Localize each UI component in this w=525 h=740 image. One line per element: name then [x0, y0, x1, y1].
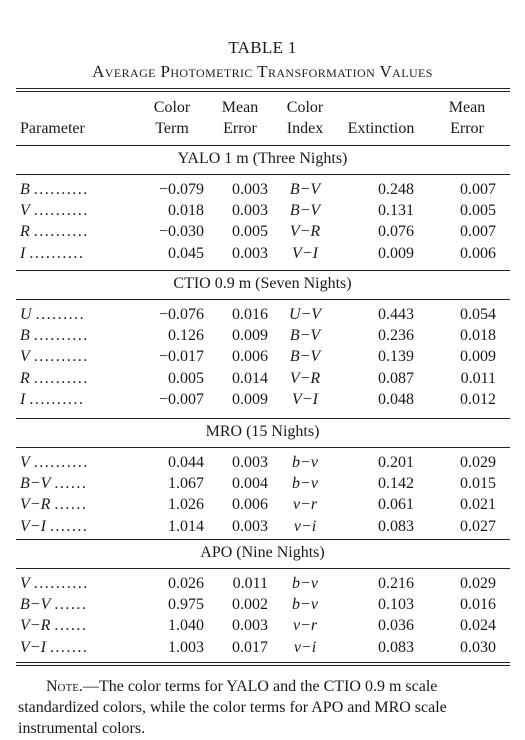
parameter-name: V	[20, 575, 30, 592]
cell-parameter	[20, 474, 87, 494]
cell-mean-error: 0.003	[232, 617, 268, 635]
cell-color-term: 1.040	[168, 617, 204, 635]
leader-dots: ......	[54, 496, 88, 514]
cell-parameter	[20, 305, 85, 325]
cell-parameter	[20, 347, 89, 367]
cell-mean-error-2: 0.011	[460, 369, 496, 387]
cell-mean-error-2: 0.024	[460, 617, 496, 635]
cell-color-index: v−i	[293, 638, 317, 656]
note-text: —The color terms for YALO and the CTIO 0.9 m scale standardized colors, while the color terms for APO and MRO scale instrumental colors.	[18, 678, 447, 737]
leader-dots: ..........	[33, 202, 89, 220]
cell-extinction: 0.216	[378, 575, 414, 592]
cell-color-index: b−v	[292, 596, 318, 614]
header-rule	[16, 145, 510, 146]
col-header-mean-error-4: Error	[450, 120, 484, 137]
section-rule	[16, 299, 510, 300]
cell-parameter	[20, 390, 84, 410]
leader-dots: .........	[35, 306, 86, 323]
cell-color-index: B−V	[289, 181, 321, 198]
section-end-rule	[16, 270, 510, 271]
section-title: MRO (15 Nights)	[205, 423, 320, 440]
leader-dots: ..........	[33, 348, 89, 366]
cell-parameter	[20, 180, 89, 200]
cell-color-term: −0.076	[158, 306, 204, 323]
cell-mean-error-2: 0.012	[460, 390, 496, 408]
parameter-name: V−I	[20, 517, 46, 535]
cell-mean-error: 0.014	[232, 369, 268, 387]
cell-mean-error: 0.011	[232, 575, 268, 592]
cell-color-index: B−V	[289, 202, 321, 220]
parameter-name: B−V	[20, 596, 51, 614]
cell-color-index: U−V	[288, 306, 322, 323]
cell-color-term: −0.079	[158, 181, 204, 198]
section-title: APO (Nine Nights)	[200, 544, 325, 561]
col-header-color-term-2: Term	[155, 120, 189, 137]
cell-parameter	[20, 638, 88, 658]
cell-extinction: 0.009	[378, 244, 414, 262]
section-end-rule	[16, 539, 510, 540]
leader-dots: ..........	[33, 369, 89, 387]
col-header-color-term-1: Color	[153, 99, 191, 116]
cell-extinction: 0.142	[378, 475, 414, 493]
cell-mean-error: 0.003	[232, 244, 268, 262]
cell-mean-error-2: 0.029	[460, 454, 496, 471]
top-rule-second	[16, 91, 510, 92]
leader-dots: ..........	[33, 575, 89, 592]
cell-parameter	[20, 453, 89, 473]
note-label: Note.	[46, 678, 83, 695]
parameter-name: I	[20, 244, 26, 262]
cell-color-index: b−v	[292, 475, 318, 493]
cell-color-term: 0.026	[168, 575, 204, 592]
cell-parameter	[20, 595, 87, 615]
cell-color-term: 0.045	[168, 244, 204, 262]
cell-color-index: B−V	[289, 348, 321, 366]
cell-mean-error-2: 0.027	[460, 517, 496, 535]
cell-mean-error: 0.003	[232, 454, 268, 471]
cell-extinction: 0.248	[378, 181, 414, 198]
cell-color-term: 1.014	[168, 517, 204, 535]
cell-mean-error-2: 0.007	[460, 181, 496, 198]
table-title: Average Photometric Transformation Values	[92, 62, 433, 81]
col-header-extinction: Extinction	[347, 120, 415, 137]
cell-mean-error-2: 0.016	[460, 596, 496, 614]
cell-mean-error-2: 0.006	[460, 244, 496, 262]
cell-extinction: 0.036	[378, 617, 414, 635]
cell-extinction: 0.201	[378, 454, 414, 471]
cell-extinction: 0.076	[378, 223, 414, 241]
cell-mean-error: 0.017	[232, 638, 268, 656]
bottom-rule	[16, 662, 510, 663]
cell-mean-error-2: 0.018	[460, 327, 496, 345]
cell-color-term: 0.126	[168, 327, 204, 345]
parameter-name: I	[20, 390, 26, 408]
col-header-mean-error-2: Error	[223, 120, 257, 137]
leader-dots: ..........	[29, 244, 85, 262]
top-rule	[16, 88, 510, 89]
cell-parameter	[20, 244, 84, 264]
cell-mean-error-2: 0.007	[460, 223, 496, 241]
leader-dots: ..........	[33, 181, 89, 198]
section-rule	[16, 447, 510, 448]
leader-dots: ..........	[33, 223, 89, 241]
col-header-mean-error-3: Mean	[448, 99, 486, 116]
cell-mean-error-2: 0.021	[460, 496, 496, 514]
cell-extinction: 0.131	[378, 202, 414, 220]
cell-mean-error: 0.003	[232, 517, 268, 535]
cell-parameter	[20, 222, 89, 242]
cell-color-term: 0.975	[168, 596, 204, 614]
col-header-mean-error-1: Mean	[221, 99, 259, 116]
leader-dots: ......	[54, 617, 88, 635]
section-end-rule	[16, 418, 510, 419]
cell-extinction: 0.236	[378, 327, 414, 345]
leader-dots: ..........	[29, 390, 85, 408]
cell-color-term: 1.003	[168, 638, 204, 656]
parameter-name: V−R	[20, 617, 51, 635]
section-rule	[16, 568, 510, 569]
cell-mean-error: 0.016	[232, 306, 268, 323]
cell-mean-error: 0.003	[232, 181, 268, 198]
parameter-name: V	[20, 454, 30, 471]
cell-mean-error-2: 0.005	[460, 202, 496, 220]
cell-color-index: V−I	[292, 390, 318, 408]
cell-extinction: 0.061	[378, 496, 414, 514]
parameter-name: U	[20, 306, 32, 323]
cell-color-term: 0.005	[168, 369, 204, 387]
section-title: YALO 1 m (Three Nights)	[177, 150, 348, 167]
col-header-color-index-1: Color	[286, 99, 324, 116]
cell-extinction: 0.083	[378, 517, 414, 535]
cell-extinction: 0.048	[378, 390, 414, 408]
cell-mean-error: 0.004	[232, 475, 268, 493]
cell-color-term: 0.044	[168, 454, 204, 471]
cell-mean-error: 0.009	[232, 390, 268, 408]
table-note	[18, 676, 510, 739]
cell-color-index: v−i	[293, 517, 317, 535]
parameter-name: V	[20, 348, 30, 366]
cell-color-index: B−V	[289, 327, 321, 345]
table-label: TABLE 1	[228, 38, 297, 57]
cell-mean-error-2: 0.009	[460, 348, 496, 366]
cell-mean-error-2: 0.029	[460, 575, 496, 592]
cell-color-index: v−r	[292, 496, 318, 514]
leader-dots: .......	[49, 517, 89, 535]
cell-color-term: 1.026	[168, 496, 204, 514]
cell-mean-error-2: 0.030	[460, 638, 496, 656]
leader-dots: ..........	[33, 454, 89, 471]
bottom-rule-second	[16, 665, 510, 666]
cell-parameter	[20, 201, 89, 221]
cell-mean-error: 0.005	[232, 223, 268, 241]
cell-mean-error: 0.003	[232, 202, 268, 220]
cell-extinction: 0.087	[378, 369, 414, 387]
leader-dots: ......	[54, 596, 88, 614]
cell-color-term: −0.030	[158, 223, 204, 241]
col-header-parameter: Parameter	[20, 120, 85, 137]
cell-mean-error: 0.006	[232, 348, 268, 366]
parameter-name: V−I	[20, 638, 46, 656]
cell-color-index: v−r	[292, 617, 318, 635]
leader-dots: ......	[54, 475, 88, 493]
cell-extinction: 0.443	[378, 306, 414, 323]
cell-extinction: 0.139	[378, 348, 414, 366]
cell-parameter	[20, 369, 89, 389]
cell-color-term: −0.017	[158, 348, 204, 366]
cell-color-index: V−R	[289, 223, 321, 241]
parameter-name: R	[20, 223, 30, 241]
cell-color-index: b−v	[292, 454, 318, 471]
parameter-name: V	[20, 202, 30, 220]
cell-mean-error-2: 0.054	[460, 306, 496, 323]
parameter-name: B	[20, 181, 30, 198]
parameter-name: V−R	[20, 496, 51, 514]
cell-mean-error-2: 0.015	[460, 475, 496, 493]
col-header-color-index-2: Index	[286, 120, 324, 137]
leader-dots: .......	[49, 638, 89, 656]
parameter-name: B	[20, 327, 30, 345]
cell-color-index: V−R	[289, 369, 321, 387]
cell-color-term: −0.007	[158, 390, 204, 408]
section-title: CTIO 0.9 m (Seven Nights)	[173, 275, 352, 292]
cell-extinction: 0.083	[378, 638, 414, 656]
parameter-name: R	[20, 369, 30, 387]
cell-color-term: 1.067	[168, 475, 204, 493]
cell-parameter	[20, 574, 89, 594]
cell-parameter	[20, 495, 87, 515]
cell-extinction: 0.103	[378, 596, 414, 614]
cell-color-index: V−I	[292, 244, 318, 262]
section-rule	[16, 174, 510, 175]
cell-color-term: 0.018	[168, 202, 204, 220]
cell-parameter	[20, 326, 89, 346]
cell-mean-error: 0.006	[232, 496, 268, 514]
cell-parameter	[20, 517, 88, 537]
parameter-name: B−V	[20, 475, 51, 493]
cell-mean-error: 0.009	[232, 327, 268, 345]
cell-color-index: b−v	[292, 575, 318, 592]
cell-mean-error: 0.002	[232, 596, 268, 614]
leader-dots: ..........	[33, 327, 89, 345]
cell-parameter	[20, 616, 87, 636]
